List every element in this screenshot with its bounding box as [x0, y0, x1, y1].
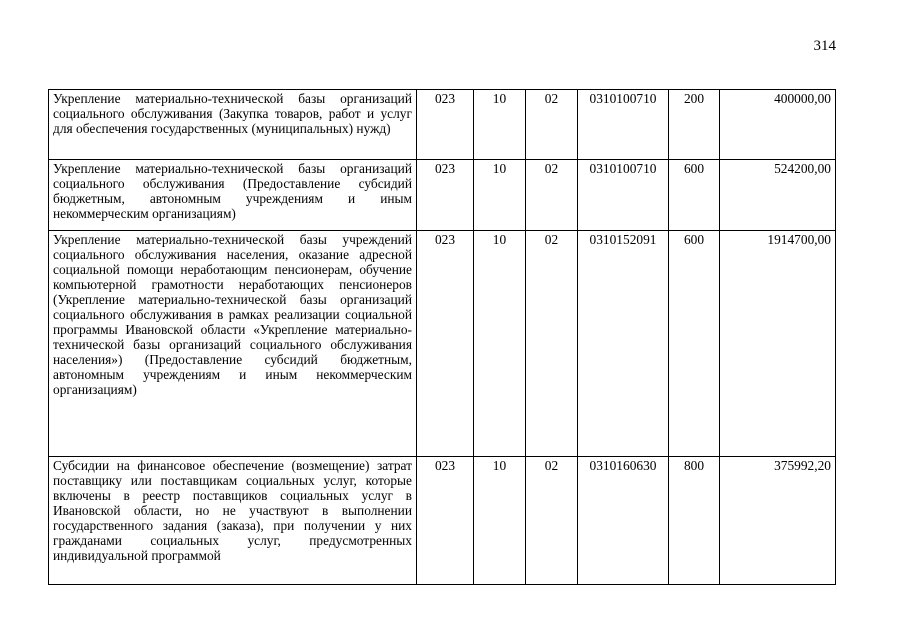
section-code: 10 — [474, 90, 526, 160]
target-article-code: 0310100710 — [578, 160, 669, 231]
ministry-code: 023 — [417, 160, 474, 231]
row-description: Укрепление материально-технической базы учреждений социального обслуживания населения, оказание адресной социальной помощи неработающим пенсионерам, обучение компьютерной грамотности неработающих пенсионеров (Укрепление материально-технической базы организаций социального обслуживания в рамках реализации социальной программы Ивановской области «Укрепление материально-технической базы организаций социального обслуживания населения») (Предоставление субсидий бюджетным, автономным учреждениям и иным некоммерческим организациям) — [49, 231, 417, 457]
ministry-code: 023 — [417, 231, 474, 457]
amount-value: 524200,00 — [720, 160, 836, 231]
page-number: 314 — [813, 38, 836, 54]
table-row — [49, 231, 836, 457]
expense-type-code: 600 — [669, 231, 720, 457]
subsection-code: 02 — [526, 231, 578, 457]
subsection-code: 02 — [526, 457, 578, 585]
expense-type-code: 800 — [669, 457, 720, 585]
table-row — [49, 90, 836, 160]
target-article-code: 0310100710 — [578, 90, 669, 160]
table-row — [49, 457, 836, 585]
table-row — [49, 160, 836, 231]
budget-table — [48, 89, 836, 585]
expense-type-code: 200 — [669, 90, 720, 160]
ministry-code: 023 — [417, 90, 474, 160]
ministry-code: 023 — [417, 457, 474, 585]
target-article-code: 0310160630 — [578, 457, 669, 585]
section-code: 10 — [474, 160, 526, 231]
row-description: Укрепление материально-технической базы организаций социального обслуживания (Предоставление субсидий бюджетным, автономным учреждениям и иным некоммерческим организациям) — [49, 160, 417, 231]
section-code: 10 — [474, 457, 526, 585]
section-code: 10 — [474, 231, 526, 457]
target-article-code: 0310152091 — [578, 231, 669, 457]
amount-value: 400000,00 — [720, 90, 836, 160]
row-description: Укрепление материально-технической базы организаций социального обслуживания (Закупка товаров, работ и услуг для обеспечения государственных (муниципальных) нужд) — [49, 90, 417, 160]
subsection-code: 02 — [526, 160, 578, 231]
amount-value: 1914700,00 — [720, 231, 836, 457]
subsection-code: 02 — [526, 90, 578, 160]
row-description: Субсидии на финансовое обеспечение (возмещение) затрат поставщику или поставщикам социальных услуг, которые включены в реестр поставщиков социальных услуг в Ивановской области, но не участвуют в выполнении государственного задания (заказа), при получении у них гражданами социальных услуг, предусмотренных индивидуальной программой — [49, 457, 417, 585]
amount-value: 375992,20 — [720, 457, 836, 585]
expense-type-code: 600 — [669, 160, 720, 231]
